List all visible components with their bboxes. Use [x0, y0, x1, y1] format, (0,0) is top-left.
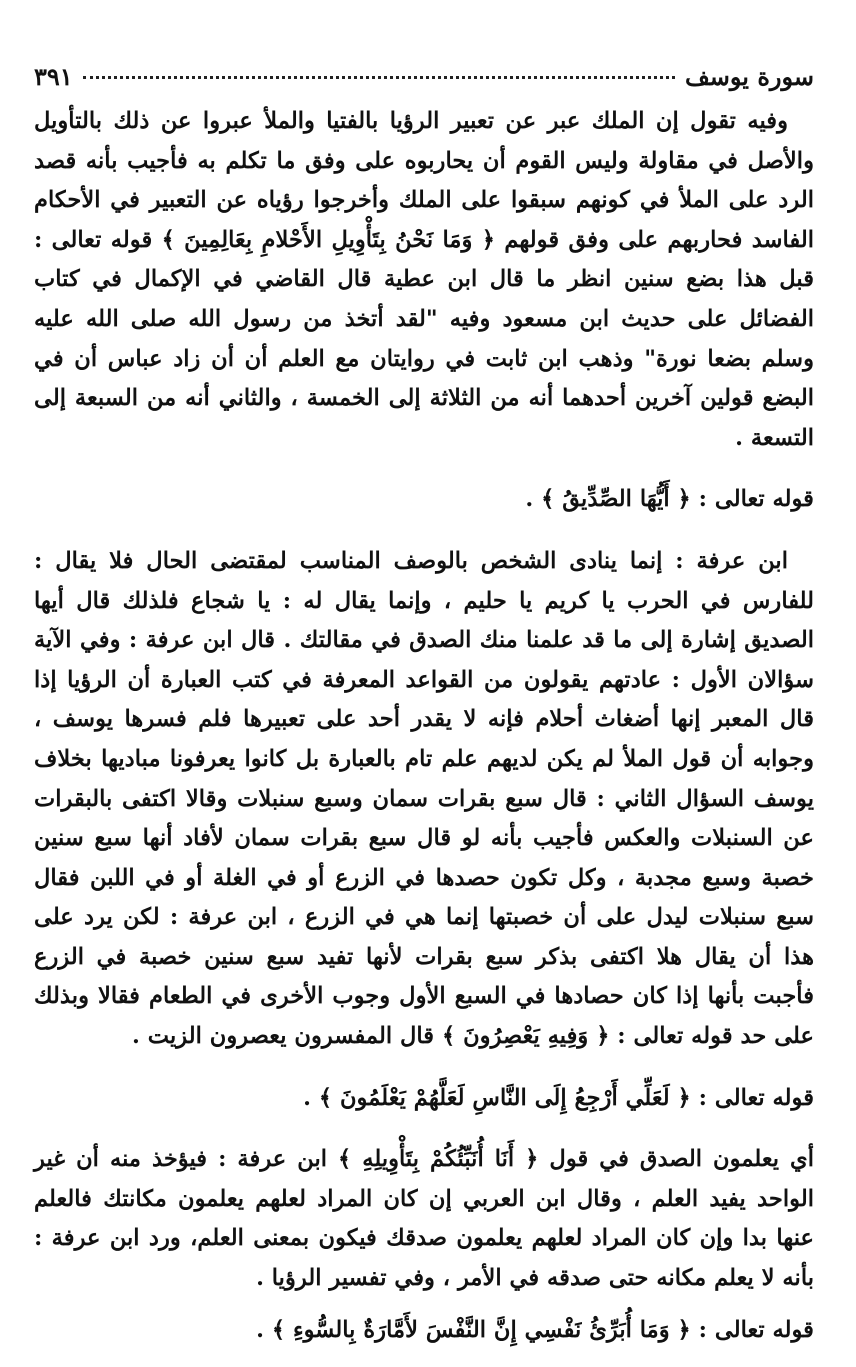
- verse-heading-2: قوله تعالى : ﴿ لَعَلِّي أَرْجِعُ إِلَى النَّاسِ لَعَلَّهُمْ يَعْلَمُونَ ﴾ .: [303, 1084, 814, 1111]
- surah-title: سورة يوسف: [684, 62, 814, 91]
- running-header: [34, 62, 814, 102]
- verse-heading-3: قوله تعالى : ﴿ وَمَا أُبَرِّئُ نَفْسِي إِنَّ النَّفْسَ لأَمَّارَةٌ بِالسُّوءِ ﴾ .: [256, 1316, 814, 1343]
- page-number: ٣٩١: [34, 62, 73, 91]
- paragraph-2: ابن عرفة : إنما ينادى الشخص بالوصف المناسب لمقتضى الحال فلا يقال : للفارس في الحرب يا كريم يا حليم ، وإنما يقال له : يا شجاع فلذلك قال أيها الصديق إشارة إلى ما قد علمنا منك الصدق في مقالتك . قال ابن عرفة : وفي الآية سؤالان الأول : عادتهم يقولون من القواعد المعرفة في كتب العبارة أن الرؤيا إذا قال المعبر إنها أضغاث أحلام فإنه لا يقدر أحد على تعبيرها فلم فسرها يوسف ، وجوابه أن قول الملأ لم يكن لديهم علم تام بالعبارة بل كانوا يعرفونا مباديها بخلاف يوسف السؤال الثاني : قال سبع بقرات سمان وسبع سنبلات وقالا اكتفى بالبقرات عن السنبلات والعكس فأجيب بأنه لو قال سبع بقرات سمان لأفاد أنها سبع سنين خصبة وسبع مجدبة ، وكل تكون حصدها في الزرع أو في الغلة أو في اللبن فقال سبع سنبلات ليدل على أن خصبتها إنما هي في الزرع ، ابن عرفة : لكن يرد على هذا أن يقال هلا اكتفى بذكر سبع بقرات لأنها تفيد سبع سنين خصبة في الزرع فأجبت بأنها إذا كان حصادها في السبع الأول وجوب الأخرى في الطعام فقالا وبذلك على حد قوله تعالى : ﴿ وَفِيهِ يَعْصِرُونَ ﴾ قال المفسرون يعصرون الزيت .: [34, 547, 814, 1050]
- paragraph-1: وفيه تقول إن الملك عبر عن تعبير الرؤيا بالفتيا والملأ عبروا عن ذلك بالتأويل والأصل في مقاولة وليس القوم أن يحاربوه على وفق ما تكلم به فأجيب بأنه قصد الرد على الملأ في كونهم سبقوا على الملك وأخرجوا رؤياه عن التعبير في الأحكام الفاسد فحاربهم على وفق قولهم ﴿ وَمَا نَحْنُ بِتَأْوِيلِ الأَحْلامِ بِعَالِمِينَ ﴾ قوله تعالى : قبل هذا بضع سنين انظر ما قال ابن عطية قال القاضي في الإكمال في كتاب الفضائل على حديث ابن مسعود وفيه "لقد أتخذ من رسول الله صلى الله عليه وسلم بضعا نورة" وذهب ابن ثابت في روايتان مع العلم أن أن زاد عباس أن في البضع قولين آخرين أحدهما أنه من الثلاثة إلى الخمسة ، والثاني أنه من السبعة إلى التسعة .: [34, 108, 814, 451]
- paragraph-3: أي يعلمون الصدق في قول ﴿ أَنَا أُنَبِّئُكُمْ بِتَأْوِيلِهِ ﴾ ابن عرفة : فيؤخذ منه أن غير الواحد يفيد العلم ، وقال ابن العربي إن كان المراد لعلهم يعلمون مكانتك فالعلم عنها بدا وإن كان المراد لعلهم يعلمون صدقك فيكون بمعنى العلم، ورد ابن عرفة : بأنه لا يعلم مكانه حتى صدقه في الأمر ، وفي تفسير الرؤيا .: [34, 1146, 814, 1292]
- verse-heading-1: قوله تعالى : ﴿ أَيُّهَا الصِّدِّيقُ ﴾ .: [525, 486, 814, 513]
- header-dotted-leader: [83, 76, 675, 79]
